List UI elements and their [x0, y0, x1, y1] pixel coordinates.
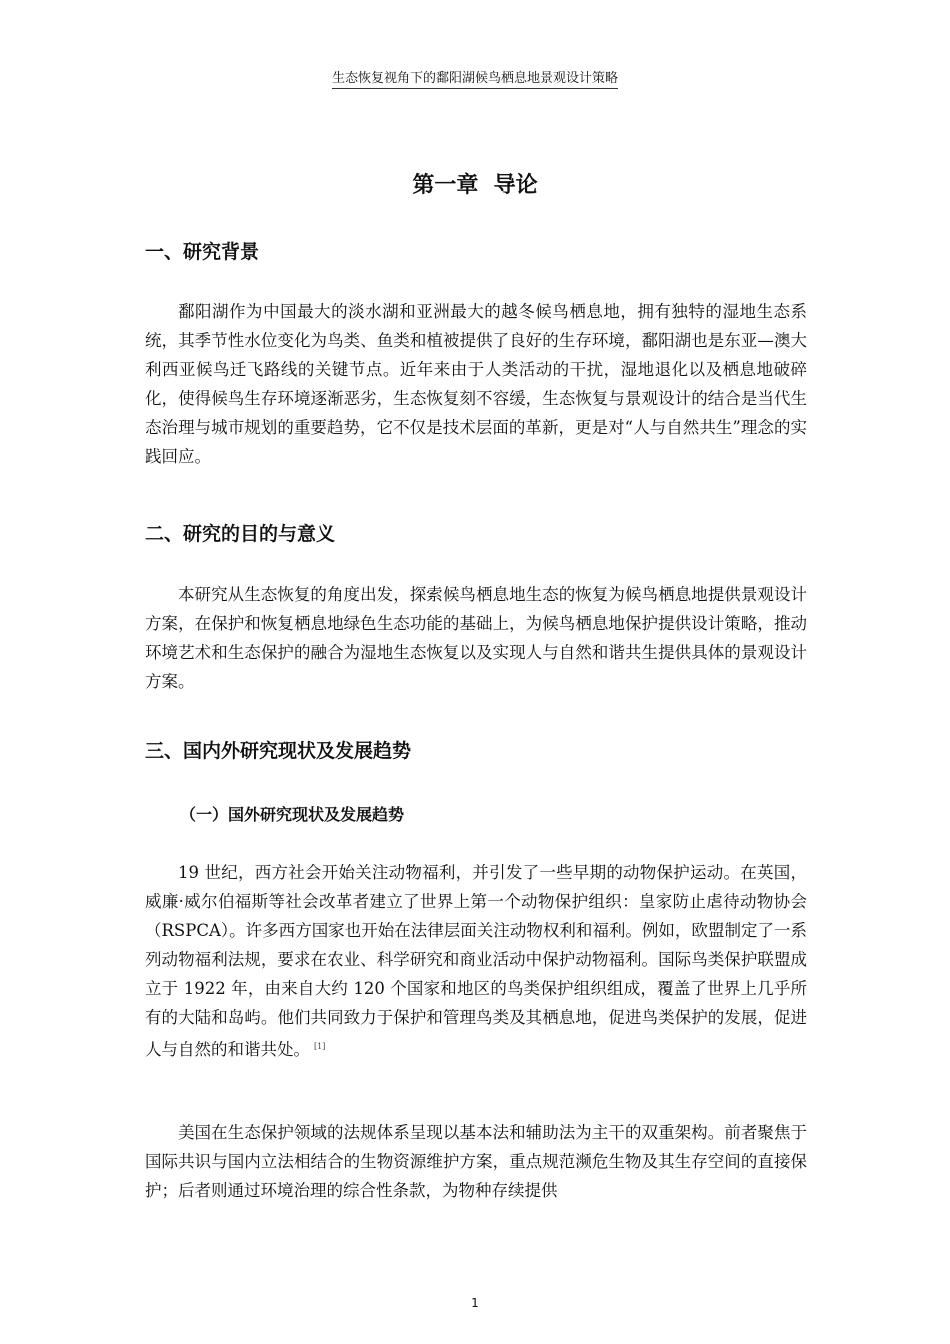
section-heading-background: 一、研究背景 [145, 241, 260, 263]
paragraph-background: 鄱阳湖作为中国最大的淡水湖和亚洲最大的越冬候鸟栖息地，拥有独特的湿地生态系统，其季节性水位变化为鸟类、鱼类和植被提供了良好的生存环境，鄱阳湖也是东亚—澳大利西亚候鸟迁飞路线的关键节点。近年来由于人类活动的干扰，湿地退化以及栖息地破碎化，使得候鸟生存环境逐渐恶劣，生态恢复刻不容缓，生态恢复与景观设计的结合是当代生态治理与城市规划的重要趋势，它不仅是技术层面的革新，更是对“人与自然共生”理念的实践回应。 [145, 302, 807, 466]
paragraph-us-legislation: 美国在生态保护领域的法规体系呈现以基本法和辅助法为主干的双重架构。前者聚焦于国际共识与国内立法相结合的生物资源维护方案，重点规范濒危生物及其生存空间的直接保护；后者则通过环境治理的综合性条款，为物种存续提供 [145, 1123, 807, 1200]
page-number: 1 [471, 1296, 479, 1310]
section-heading-research-status: 三、国内外研究现状及发展趋势 [145, 740, 412, 762]
paragraph-animal-welfare-text: 19 世纪，西方社会开始关注动物福利，并引发了一些早期的动物保护运动。在英国，威廉·威尔伯福斯等社会改革者建立了世界上第一个动物保护组织：皇家防止虐待动物协会（RSPCA）。许多西方国家也开始在法律层面关注动物权利和福利。例如，欧盟制定了一系列动物福利法规，要求在农业、科学研究和商业活动中保护动物福利。国际鸟类保护联盟成立于 1922 年，由来自大约 120 个国家和地区的鸟类保护组织组成，覆盖了世界上几乎所有的大陆和岛屿。他们共同致力于保护和管理鸟类及其栖息地，促进鸟类保护的发展，促进人与自然的和谐共处。 [145, 863, 807, 1059]
paragraph-purpose: 本研究从生态恢复的角度出发，探索候鸟栖息地生态的恢复为候鸟栖息地提供景观设计方案，在保护和恢复栖息地绿色生态功能的基础上，为候鸟栖息地保护提供设计策略，推动环境艺术和生态保护的融合为湿地生态恢复以及实现人与自然和谐共生提供具体的景观设计方案。 [145, 585, 807, 691]
chapter-title: 第一章 导论 [412, 173, 538, 198]
paragraph-animal-welfare [145, 858, 807, 1064]
subsection-heading-foreign-research: （一）国外研究现状及发展趋势 [180, 805, 405, 824]
running-header-text: 生态恢复视角下的鄱阳湖候鸟栖息地景观设计策略 [332, 67, 618, 89]
section-heading-purpose: 二、研究的目的与意义 [145, 523, 336, 545]
running-header [0, 67, 950, 89]
citation-marker[interactable]: [1] [314, 1042, 326, 1051]
